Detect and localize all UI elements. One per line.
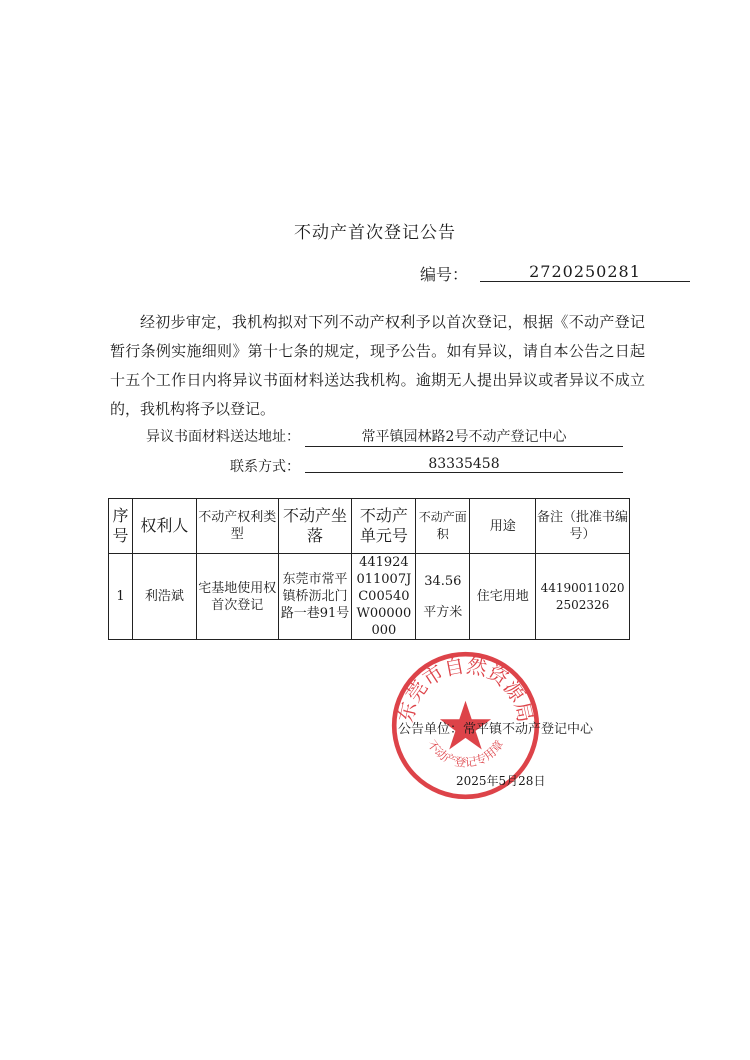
document-number-value: 2720250281 xyxy=(480,262,690,282)
registration-table xyxy=(108,498,630,640)
contact-row xyxy=(140,456,630,478)
header-right-type: 不动产权利类型 xyxy=(196,499,278,554)
header-seq: 序号 xyxy=(109,499,133,554)
cell-area-unit: 平方米 xyxy=(423,604,463,620)
cell-seq: 1 xyxy=(109,554,133,640)
contact-label: 联系方式： xyxy=(230,459,300,475)
contact-value: 83335458 xyxy=(305,456,623,473)
cell-remark: 441900110202502326 xyxy=(536,554,630,640)
cell-right-type: 宅基地使用权首次登记 xyxy=(196,554,278,640)
objection-address-row xyxy=(140,426,630,448)
header-holder: 权利人 xyxy=(132,499,196,554)
cell-location: 东莞市常平镇桥沥北门路一巷91号 xyxy=(278,554,352,640)
seal-inner-text: 不动产登记专用章 xyxy=(424,737,507,770)
header-remark: 备注（批准书编号） xyxy=(536,499,630,554)
header-location: 不动产坐落 xyxy=(278,499,352,554)
cell-usage: 住宅用地 xyxy=(470,554,536,640)
document-number-label: 编号： xyxy=(420,265,469,284)
cell-unit-no: 441924011007JC00540W00000000 xyxy=(352,554,416,640)
header-usage: 用途 xyxy=(470,499,536,554)
issuer-line: 公告单位：常平镇不动产登记中心 xyxy=(398,722,594,737)
objection-address-label: 异议书面材料送达地址： xyxy=(146,429,300,445)
header-unit-no: 不动产单元号 xyxy=(352,499,416,554)
cell-holder: 利浩斌 xyxy=(132,554,196,640)
table-row xyxy=(109,554,630,640)
announcement-body: 经初步审定，我机构拟对下列不动产权利予以首次登记，根据《不动产登记暂行条例实施细则》第十七条的规定，现予公告。如有异议，请自本公告之日起十五个工作日内将异议书面材料送达我机构。逾期无人提出异议或者异议不成立的，我机构将予以登记。 xyxy=(110,313,645,418)
seal-arc-text: 东莞市自然资源局 xyxy=(393,653,538,725)
document-title: 不动产首次登记公告 xyxy=(294,223,456,243)
objection-address-value: 常平镇园林路2号不动产登记中心 xyxy=(305,426,623,447)
cell-area xyxy=(416,554,470,640)
table-header-row xyxy=(109,499,630,554)
issue-date: 2025年5月28日 xyxy=(456,774,546,788)
document-number-row xyxy=(420,262,680,286)
cell-area-value: 34.56 xyxy=(424,573,462,589)
header-area: 不动产面积 xyxy=(416,499,470,554)
